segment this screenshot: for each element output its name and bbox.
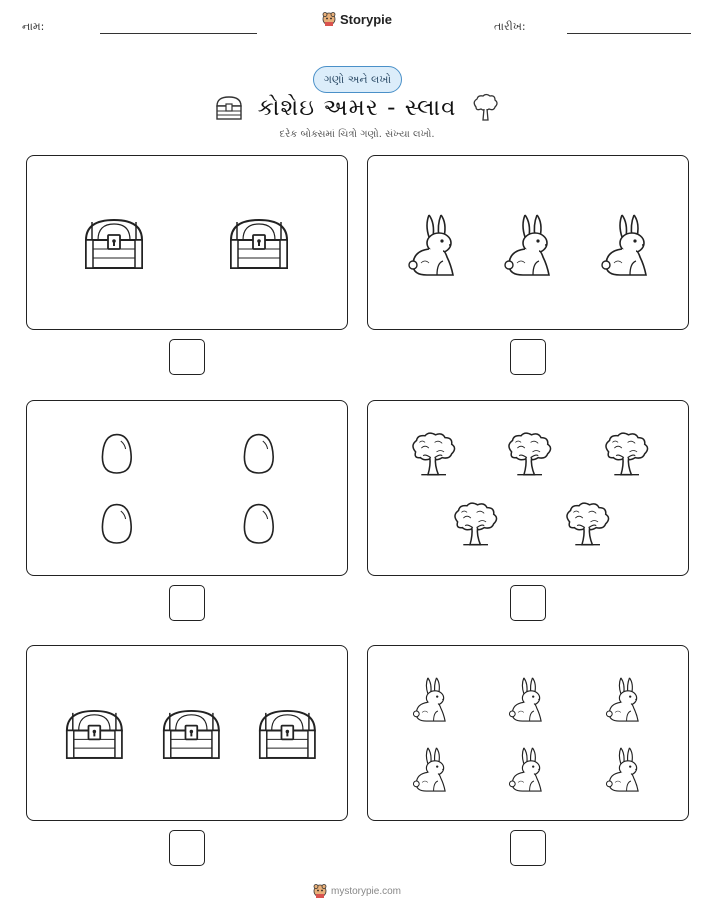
page-title: કોશેઇ અમર - સ્લાવ: [257, 95, 457, 121]
activity-badge: ગણો અને લખો: [313, 66, 402, 93]
rabbit-icon: [407, 211, 465, 277]
rabbit-icon: [412, 675, 454, 723]
treasure-chest-icon: [160, 707, 223, 762]
rabbit-icon: [503, 211, 561, 277]
egg-icon: [242, 503, 276, 545]
tree-icon: [601, 431, 650, 477]
footer-url: mystorypie.com: [330, 886, 401, 897]
title-row: [0, 90, 714, 126]
date-field[interactable]: [567, 33, 691, 34]
answer-box[interactable]: [510, 585, 546, 621]
treasure-chest-icon: [63, 707, 126, 762]
rabbit-icon: [412, 745, 454, 793]
treasure-chest-icon: [214, 95, 244, 121]
count-card: [26, 155, 348, 330]
brand-logo: [0, 12, 714, 27]
rabbit-icon: [600, 211, 658, 277]
count-card: [367, 400, 689, 576]
footer: [0, 884, 714, 899]
count-card: [367, 645, 689, 821]
count-card: [367, 155, 689, 330]
answer-box[interactable]: [510, 830, 546, 866]
tree-icon: [470, 93, 500, 123]
answer-box[interactable]: [169, 830, 205, 866]
name-label: નામ:: [22, 20, 45, 33]
answer-box[interactable]: [169, 585, 205, 621]
rabbit-icon: [605, 745, 647, 793]
treasure-chest-icon: [227, 216, 291, 272]
rabbit-icon: [605, 675, 647, 723]
storypie-mascot-icon: [322, 12, 336, 27]
name-field[interactable]: [100, 33, 257, 34]
answer-box[interactable]: [169, 339, 205, 375]
egg-icon: [100, 433, 134, 475]
instructions: દરેક બોક્સમાં ચિત્રો ગણો. સંખ્યા લખો.: [279, 129, 435, 140]
count-card: [26, 645, 348, 821]
egg-icon: [242, 433, 276, 475]
egg-icon: [100, 503, 134, 545]
tree-icon: [450, 501, 499, 547]
tree-icon: [504, 431, 553, 477]
storypie-mascot-icon: [313, 884, 327, 899]
treasure-chest-icon: [256, 707, 319, 762]
rabbit-icon: [508, 675, 550, 723]
answer-box[interactable]: [510, 339, 546, 375]
treasure-chest-icon: [82, 216, 146, 272]
rabbit-icon: [508, 745, 550, 793]
date-label: તારીખ:: [494, 20, 526, 33]
tree-icon: [408, 431, 457, 477]
tree-icon: [562, 501, 611, 547]
count-card: [26, 400, 348, 576]
brand-name: Storypie: [339, 12, 392, 27]
